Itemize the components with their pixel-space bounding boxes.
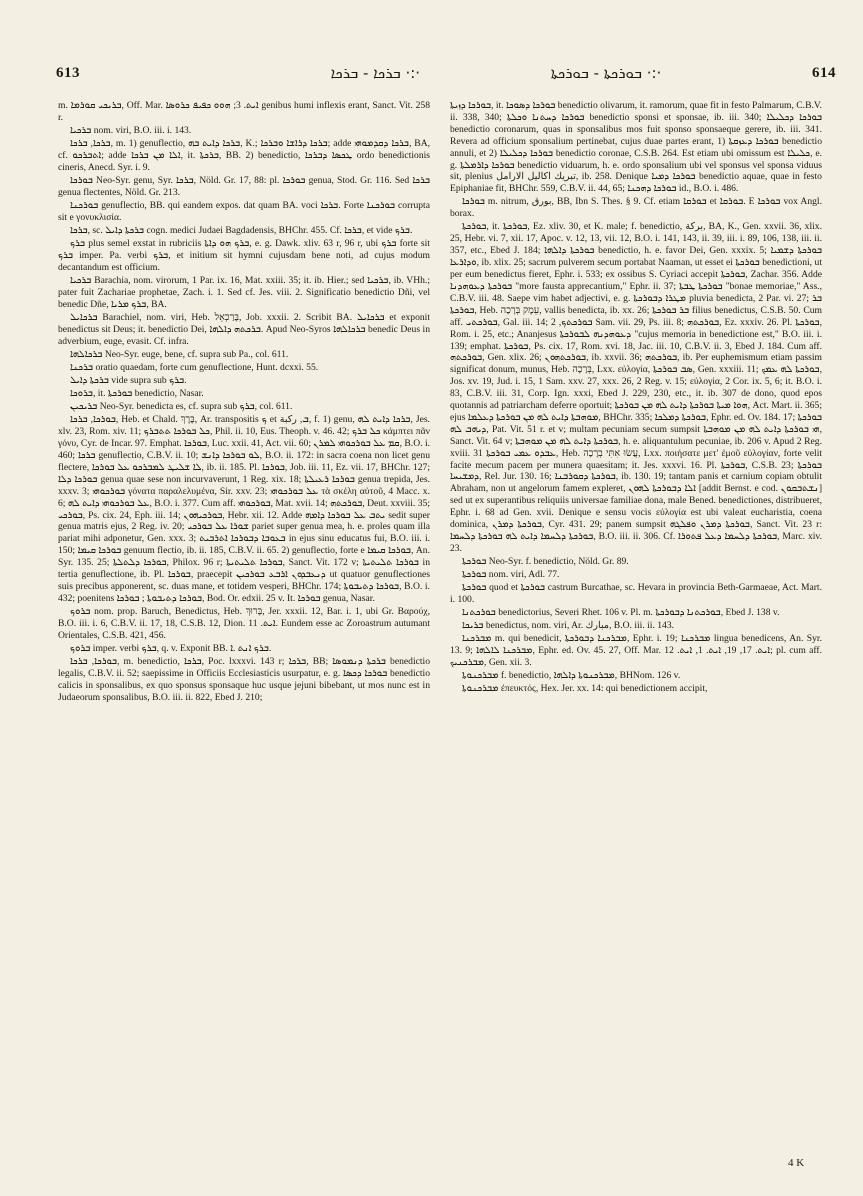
dictionary-entry: ܒܘܪܟܐ, ܒܪܟܐ, Heb. et Chald. בֶּרֶךְ, Ar. transpositis ܟ et ܒ, ركبة, f. 1) genu, ܒܪܟܐ ܕܐܝܬ ܠܗ, Jes. xlv. 23, Rom. xiv. 11; ܟܠ ܒܘܪܟܐ ܬܬܒܪܟ, Phil. ii. 10, Eus. Theoph. v. 46. 42; ܟܠ ܒܪܟ κάμπτει πᾶν γόνυ, Cyr. de Incar. 97. Emphat. ܒܘܪܟܐ, Luc. xxii. 41, Act. vii. 60; ܩܡ ܥܠ ܒܘܪܟܘܗܝ ܠܡܪܢ, B.O. i. 460; ܒܪܟܐ genuflectio, C.B.V. ii. 10; ܠܘ ܒܘܪܟܐ ܕܐܢܫ, B.O. ii. 172: in sacra coena non licet genu flectere, ܠܐ ܫܠܝܛ ܠܡܒܪܟܘ ܥܠ ܒܘܪܟܐ, ib. ii. 185. Pl. ܒܘܪܟܐ, Job. iii. 11, Ez. vii. 17, BHChr. 127; ܒܘܪܟܐ ܕܠܐ genua quae sese non incurvaverunt, 1 Reg. xix. 18; ܒܘܪܟܐ ܪܥܝܠܬܐ genua trepida, Jes. xxxv. 3; ܒܘܪܟܘܗܝ γόνατα παραλελυμένα, Sir. xxv. 23; ܥܠ ܒܘܪܟܘܗܝ τὰ σκέλη αὐτοῦ, 4 Macc. x. 6; ܥܠ ܒܘܪܟܘܗܝ ܕܐܝܬ ܠܗ, B.O. i. 377. Cum aff. ܒܘܪܟܘܗܝ, Mat. xvii. 14; ܒܘܪܟܬܗ, Deut. xxviii. 35; ܒܘܪܟܝ, Ps. cix. 24, Eph. iii. 14; ܒܘܪܟܝܗܘܢ, Hebr. xii. 12. Adde ܝܬܒ ܥܠ ܒܘܪܟܐ ܕܐܡܗ sedit super genua matris ejus, 2 Reg. iv. 20; ܫܘܪܐ ܥܠ ܒܘܪܟܝ pariet super genua mea, h. e. proles quam illa pariat mihi adponetur, Gen. xxx. 3; ܒܥܘܒܐ ܕܒܘܪܟܐ ܐܬܪܒܝܬ in ejus sinu educatus fui, B.O. iii. i. 150; ܒܘܪܟܐ ܩܝܡܐ genuum flectio, ib. ii. 185, C.B.V. ii. 65. 2) genuflectio, forte e ܒܘܪܟܐ ܩܝܡܐ, An. Syr. 135. 25; ܒܘܪܟܐ ܕܠܬܠܬܐ, Philox. 96 r; ܒܘܪܟܐ ܬܠܝܬܝܬܐ, Sanct. Vit. 172 v; ܒܘܪܟܐ ܬܠܝܬܝܬܐ in tertia genuflectione, ib. Pl. ܒܘܪܟܐ, praecepit ܕܢܥܒܕܘܢ ܐܪܒܥ ܒܘܪܟܝܢ ut quatuor genuflectiones suis precibus apponerent, sc. duas mane, et totidem vesperi, BHChr. 174; ܒܘܪܟܐ ܕܬܝܒܘܬܐ, B.O. i. 432; poenitens ܒܘܪܟܐ ܕܬܝܒܘܬܐ ; ܒܘܪܟܐ, Bod. Or. edxii. 25 v. It. ܒܘܪܟܐ genua, Nasar. (58, 414, 431, 604)
dictionary-entry: ܒܘܪܟܢܐ genuflectio, BB. qui eandem expos. dat quam BA. voci ܒܪܟܐ. Forte ܒܘܪܟܢܐ corrupta sit e γονυκλισία. (58, 200, 430, 223)
dictionary-entry: ܒܪܘܟ imper. verbi ܒܪܟ, q. v. Exponit BB. ܒܪܟ ܐܢܬ .ܐ. (70, 642, 272, 654)
page-header (56, 60, 836, 86)
dictionary-entry: ܒܘܪܟܐ Neo-Syr. genu, Syr. ܒܪܟܐ, Nöld. Gr. 17, 88: pl. ܒܘܪܟܐ genua, Stod. Gr. 116. Sed ܒܪܟܐ genua flectentes, Nöld. Gr. 213. (58, 175, 430, 198)
dictionary-entry: ܒܪܟܐܠܗܐ Neo-Syr. euge, bene, cf. supra sub Pa., col. 611. (70, 348, 289, 360)
dictionary-entry: m. ܒܪܝܟܝ ܩܘܪܡܐ, Off. Mar. ܐܝܬ. 3; ܗܘܘ ܟܦܝܦ ܟܪܘܣܐ genibus humi inflexis erant, Sanct. Vit. 258 r. (58, 100, 430, 123)
dictionary-entry: ܒܪܟ plus semel exstat in rubriciis ܒܪܟ ܗܘ ܕܐܬܐ, e. g. Dawk. xliv. 63 r, 96 r, ubi ܒܪܟ forte sit ܒܪܟ imper. Pa. verbi ܒܪܟ, et initium sit hymni cujusdam bene noti, ad cujus modum decantandum est officium. (58, 238, 430, 273)
dictionary-entry: ܒܪܟܐܝܠ Barachiel, nom. viri, Heb. בָּרַכְאֵל, Job. xxxii. 2. Scribit BA. ܒܪܟܐܝܠ et exponit benedictus sit Deus; it. benedictio Dei, ܒܪܟܬܗ ܕܐܠܗܐ. Apud Neo-Syros ܒܪܟܐܠܗܐ benedic Deus in adverbium, euge, evasit. Cf. infra. (58, 311, 431, 347)
dictionary-entry: ܒܪܟܐ, sc. ܒܪܟܬܐ ܕܐܝܠ cogn. medici Judaei Bagdadensis, BHChr. 455. Cf. ܒܪܟܐ, et vide ܒܪܟ. (70, 225, 413, 236)
dictionary-entry: ܒܘܪܟܐ ܕܙܝܬܐ, it. ܒܘܪܟܐ ܕܣܘܟܐ benedictio olivarum, it. ramorum, quae fit in festo Palmarum, C.B.V. ii. 338, 340; ܒܘܪܟܐ ܕܚܬܢܐ ܘܟܠܬܐ benedictio sponsi et sponsae, ib. iii. 340; ܒܘܪܟܐ ܕܟܠܝܠܐ benedictio coronarum, quas in sponsalibus mos fuit sponso sponsaeque gerere, ib. iii. 341. Revera ad officium sponsalium pertinebat, cujus duae partes erant, 1) ܒܘܪܟܐ ܕܥܙܩܬܐ benedictio annuli, et 2) ܒܘܪܟܐ ܕܟܠܝܠܐ benedictio coronae, C.S.B. 264. Est etiam ubi omissum est ܟܠܝܠܐ, e. g. ܒܘܪܟܐ ܕܐܪܡܠܬܐ benedictio viduarum, h. e. ordo sponsalium ubi vel sponsus vel sponsa viduus sit, plenius تبريك اكاليل الارامل, ib. 258. Denique ܒܘܪܟܐ ܕܡܝܐ benedictio aquae, quae in festo Epiphaniae fit, BHChr. 559, C.B.V. ii. 44, 65; ܒܘܪܟܐ ܕܗܟܢܐ id., B.O. i. 486. (450, 100, 823, 195)
dictionary-entry: ܒܪܟܢܐ oratio quaedam, forte cum genuflectione, Hunt. dcxxi. 55. (70, 361, 319, 373)
left-running-head: ܒܪܟܐ - ܒܪܟܐ ·:· (330, 64, 421, 82)
dictionary-entry: ܒܪܝܟܝܢ Neo-Syr. benedicta es, cf. supra sub ܒܪܟ, col. 611. (70, 401, 293, 413)
dictionary-entry: ܒܪܟܬܐ ܕܐܝܠ vide supra sub ܒܪܟ. (70, 375, 187, 386)
right-column (450, 100, 822, 695)
dictionary-entry: ܒܪܟܝܐ nom. viri, B.O. iii. i. 143. (70, 125, 192, 136)
dictionary-entry: ܒܘܪܟܬܐ quod et ܒܘܪܟܬܐ castrum Burcathae, sc. Hevara in provincia Beth-Garmaeae, Act. Mart. i. 100. (450, 582, 822, 606)
dictionary-entry: ܒܘܪܟܬܐ, it. ܒܘܪܟܬܐ, Ez. xliv. 30, et K. male; f. benedictio, بركة, BA, K., Gen. xxvii. 36, xlix. 25, Hebr. vi. 7, xii. 17, Apoc. v. 12, 13, vii. 12, B.O. i. 141, 143, ii. 39, iii. i. 89, 106, 138, iii. ii. 357, etc., Ebed J. 184; ܒܘܪܟܬܐ ܕܐܠܗܐ benedictio, h. e. favor Dei, Gen. xxxix. 5; ܒܘܪܟܬܐ ܕܫܡܝܐ ܘܕܐܪܥܐ, ib. xlix. 25; sacrum pulverem secum portabat Naaman, ut esset ei ܒܘܪܟܬܐ benedictioni, ut per eum benedictus fieret, Ephr. i. 533; ex ossibus S. Cyriaci accepit ܒܘܪܟܬܐ, Zachar. 356. Adde ܒܘܪܟܬܐ ܕܥܘܗܕܢܐ "more fausta apprecantium," Ephr. ii. 37; ܒܘܪܟܬܐ ܛܒܬܐ "bonae memoriae," Ass., C.B.V. iii. 48. Saepe vim habet adjectivi, e. g. ܡܛܪܐ ܕܒܘܪܟܬܐ pluvia benedicta, 2 Par. vi. 27; ܒܪ ܒܘܪܟܬܐ, Heb. עֵמֶק בְּרָכָה, vallis benedicta, ib. xx. 26; ܒܪ ܒܘܪܟܬܐ filius benedictus, C.S.B. 50. Cum aff. ܒܘܪܟܬܝ, Gal. iii. 14; ܒܘܪܟܬܟ, 2 Sam. vii. 29, Ps. iii. 8; ܒܘܪܟܬܗ, Ez. xxxiv. 26. Pl. ܒܘܪܟܬܐ, Rom. i. 25, etc.; Ananjesus ܕܥܘܗܕܢܗ ܠܒܘܪܟܬܐ "cujus memoria in benedictione est," B.O. iii. i. 139; emphat. ܒܘܪܟܬܐ, Ps. cix. 17, Rom. xvi. 18, Jac. iii. 10, C.B.V. ii. 3, Ebed J. 184. Cum aff. ܒܘܪܟܬܗ, Gen. xlix. 26; ܒܘܪܟܬܗܘܢ, ib. xxvii. 36; ܒܘܪܟܬܗ, ib. Per euphemismum etiam passim significat donum, munus, Heb. בְּרָכָה, Lxx. εὐλογία, ܣܒ ܒܘܪܟܬܐ, Gen. xxxiii. 11; ܒܘܪܟܬܐ ܠܗ ܥܡܟ, Jos. xv. 19, Jud. i. 15, 1 Sam. xxv. 27, xxx. 26, 2 Reg. v. 15; εὐλογία, 2 Cor. ix. 5, 6; it. B.O. i. 83, C.B.V. iii. 31, Corp. Ign. xxxi, Ebed J. 229, 230, etc., it. ib. 307 de dono, quod epos quotannis ad patriarcham deferre oportuit; ܗܘܐ ܡܝܬܐ ܒܘܪܟܬܐ ܕܐܝܬ ܠܗ ܡܢ ܒܘܪܟܬܐ, Act. Mart. ii. 365; ejus ܡܘܗܒܬܐ ܕܐܝܬ ܠܗ ܡܢ ܒܘܪܟܬܐ ܕܥܠܡܐ, BHChr. 335; ܒܘܪܟܬܐ ܕܡܠܟܐ, Ephr. ed. Ov. 184. 17; ܒܘܪܟܬܐ ܕܝܗܒ ܠܗ, Pat. Vit. 51 r. et v; multam pecuniam secum sumpsit ܗܝ ܒܘܪܟܬܐ ܕܐܝܬ ܠܗ ܡܢ ܡܘܗܒܬܐ, Sanct. Vit. 64 v; ܒܘܪܟܬܐ ܕܐܝܬ ܠܗ ܡܢ ܡܘܗܒܬܐ, h. e. aliquantulum pecuniae, ib. 206 v. Apud 2 Reg. xviii. 31 ܥܒܕܘ ܥܡܝ ܒܘܪܟܬܐ, Heb. עֲשׂוּ אִתִּי בְרָכָה, Lxx. ποιήσατε μετ' ἐμοῦ εὐλογίαν, forte velit facite mecum pacem per munera quaesitam; it. Jes. xxxvi. 16. Pl. ܒܘܪܟܬܐ, C.S.B. 23; ܒܘܪܟܬܐ ܕܡܫܝܚܐ, Rel. Jur. 130. 16; ܒܘܪܟܬܐ ܕܩܘܪܒܢܐ, ib. 130. 19; tantam panis et carnium copiam obtulit Abraham, non ut angelorum famem expleret, ܐܠܐ ܕܒܘܪܟܬܐ ܠܗܘܢ [addit Bernst. e cod. ܢܫܬܒܩܘܢ] sed ut ex superantibus reliquiis universae familiae dona, male Bened. benedictiones, distribueret, Ephr. i. 68 ad Gen. xvii. Denique e sensu vocis εὐλογία est ubi valeat eucharistia, coena dominica, ܒܘܪܟܬܐ ܕܡܪܢ, Cyr. 431. 29; panem sumpsit ܒܘܪܟܬܐ ܕܡܪܢ ܘܦܠܓܗ, Sanct. Vit. 23 r: ܒܘܪܟܬܐ ܕܠܚܡܐ ܕܐܝܬ ܠܗ ܒܘܪܟܬܐ ܕܠܚܡܐ, B.O. iii. ii. 306. Cf. ܒܘܪܟܬܐ ܕܠܚܡܐ ܕܥܠ ܦܬܘܪܐ, Marc. xiv. 23. (450, 221, 823, 554)
dictionary-entry: ܒܘܪܟܬܐ nom. viri, Adl. 77. (462, 569, 560, 581)
dictionary-entry: ܒܪܟܐ, ܒܪܟܐ, m. 1) genuflectio, ܒܪܟܐ ܕܐܝܬ ܒܗ, K.; ܒܪܟܐ ܕܪܐܫܐ ܘܒܪܟܐ; adde ܒܪܟܐ ܕܩܕܡܘܗܝ, BA, cf. ܐܬܒܪܟܘ; adde ܐܠܐ ܡܢ ܒܪܟܐ, it. ܒܪܟܬܐ, BB. 2) benedictio, ܛܟܣܐ ܕܒܪܟܐ ordo benedictionis cineris, Anecd. Syr. i. 9. (58, 138, 431, 173)
signature-mark: 4 K (788, 1157, 805, 1169)
dictionary-entry: ܒܪܝܟܐ benedictus, nom. viri, Ar. مبارك, B.O. iii. ii. 143. (462, 620, 675, 632)
dictionary-entry: ܒܘܪܟܬܢܐ benedictorius, Severi Rhet. 106 v. Pl. m. ܒܘܪܟܬܢܐ ܕܒܘܪܟܬܐ, Ebed J. 138 v. (462, 607, 780, 619)
dictionary-entry: ܒܘܪܟܐ, ܒܪܟܐ, m. benedictio, ܒܪܟܐ, Poc. lxxxvi. 143 r; ܒܪܟܐ, BB; ܒܪܟܬܐ ܕܢܡܘܣܐ benedictio legalis, C.B.V. ii. 52; saepissime in Officiis Ecclesiasticis usurpatur, e. g. ܒܘܪܟܐ ܕܟܣܐ benedictio calicis in sponsalibus, ex quo sponsus sponsaque huc usque jejuni bibebant, ut mos nunc est in Judaeorum sponsalibus, B.O. iii. ii. 822, Ebed J. 210; (58, 655, 431, 703)
dictionary-entry: ܒܘܪܟܐ m. nitrum, بورق, BB, Ibn S. Thes. § 9. Cf. etiam ܒܘܪܩܐ et ܒܘܪܩܐ. E ܒܘܪܟܐ vox Angl. borax. (450, 196, 822, 220)
dictionary-entry: ܡܒܪܟܢܘܬܐ f. benedictio, ܡܒܪܟܢܘܬܐ ܕܐܠܗܐ, BHNom. 126 v. (462, 670, 681, 682)
right-page-number: 614 (811, 64, 836, 81)
dictionary-entry: ܡܒܪܟܢܘܬܐ ἐπευκτός, Hex. Jer. xx. 14: qui benedictionem accipit, (462, 683, 708, 695)
left-column (58, 100, 430, 704)
dictionary-entry: ܒܪܘܟܐ, it. ܒܘܪܟܬܐ benedictio, Nasar. (70, 388, 204, 400)
dictionary-entry: ܡܒܪܟܢܐ m. qui benedicit, ܡܒܪܟܢܐ ܕܒܘܪܟܬܐ, Ephr. i. 19; ܡܒܪܟܢܐ lingua benedicens, An. Syr. 13. 9; ܡܒܪܟܢܐ ܠܐܠܗܐ, Ephr. ed. Ov. 45. 27, Off. Mar. ܐܝܬ. 17, 19, ܐܝܬ. 1, ܐܝܬ. 12; pl. cum aff. ܡܒܪܟܢܝܟ, Gen. xii. 3. (450, 633, 823, 669)
dictionary-entry: ܒܘܪܟܬܐ Neo-Syr. f. benedictio, Nöld. Gr. 89. (462, 556, 629, 567)
dictionary-entry: ܒܪܘܟ nom. prop. Baruch, Benedictus, Heb. בָּרוּךְ, Jer. xxxii. 12, Bar. i. 1, ubi Gr. Βαρούχ, B.O. iii. i. 6, C.B.V. ii. 17, 18, C.S.B. 12, Dion. ܐܝܬ. 11. Eundem esse ac Zoroastrum autumant Orientales, C.S.B. 421, 456. (58, 605, 431, 641)
right-running-head: ܒܘܪܟܬܐ - ܒܘܪܟܬܐ ·:· (550, 64, 662, 82)
left-page-number: 613 (56, 64, 80, 81)
dictionary-entry: ܒܪܟܝܐ Barachia, nom. virorum, 1 Par. ix. 16, Mat. xxiii. 35; it. ib. Hier.; sed ܒܪܟܝܐ, ib. VHh.; pater fuit Zachariae prophetae, Zach. i. 1. Sed cf. Jes. viii. 2. Significatio benedictio Dñi, vel benedic Dñe, ܒܪܟ ܡܪܝܐ, BA. (58, 275, 430, 310)
